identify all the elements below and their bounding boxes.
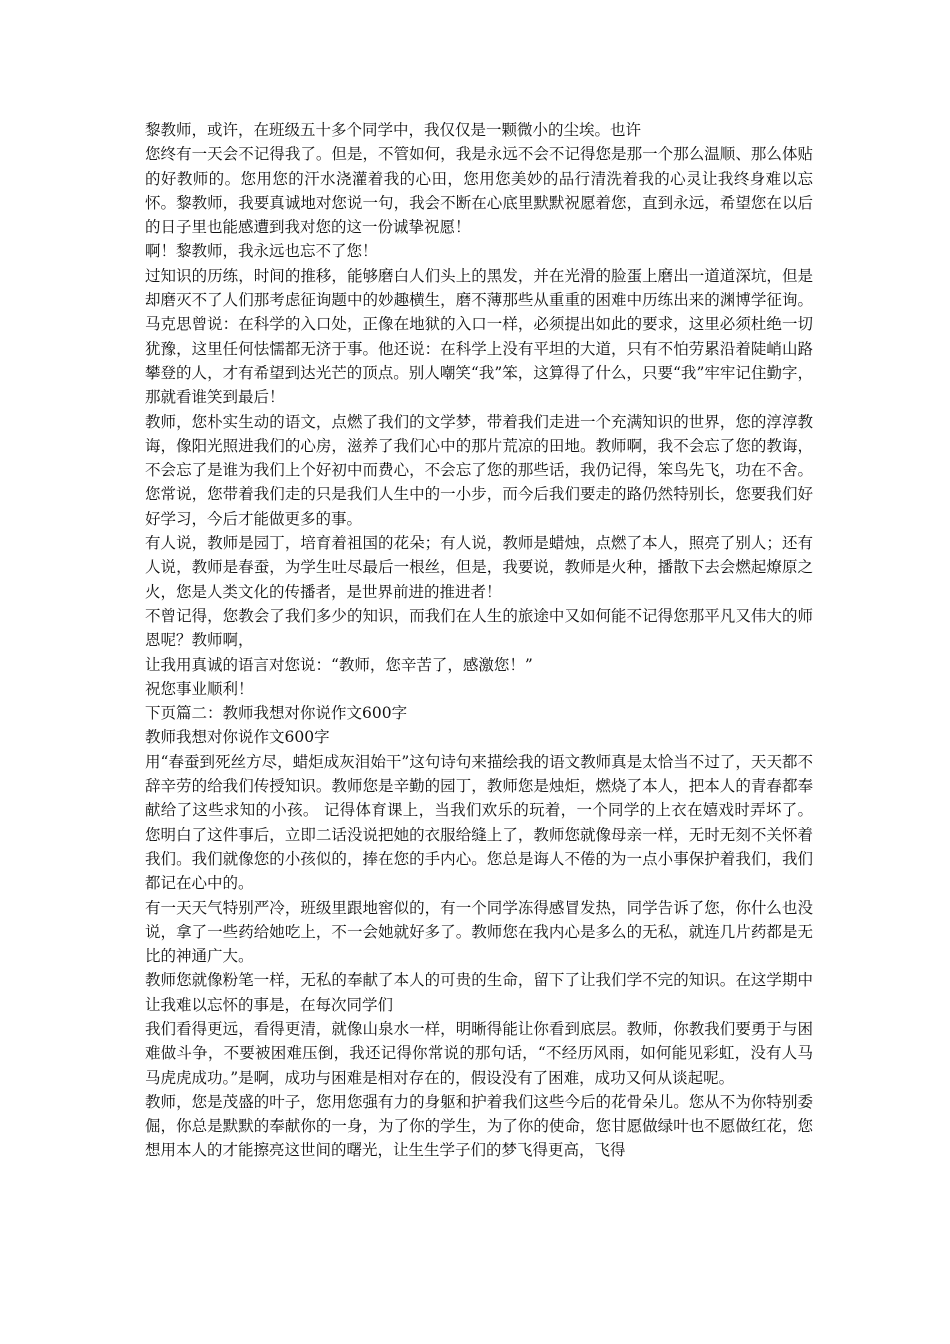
paragraph: 您终有一天会不记得我了。但是，不管如何，我是永远不会不记得您是那一个那么温顺、那么体贴的好教师的。您用您的汗水浇灌着我的心田，您用您美妙的品行清洗着我的心灵让我终身难以忘怀。黎教师，我要真诚地对您说一句，我会不断在心底里默默祝愿着您，直到永远，希望您在以后的日子里也能感遭到我对您的这一份诚挚祝愿！ — [145, 145, 813, 237]
paragraph: 让我用真诚的语言对您说：“教师，您辛苦了，感激您！” — [145, 655, 533, 674]
paragraph: 黎教师，或许，在班级五十多个同学中，我仅仅是一颗微小的尘埃。也许 — [145, 121, 642, 139]
paragraph: 过知识的历练，时间的推移，能够磨白人们头上的黑发，并在光滑的脸蛋上磨出一道道深坑，但是却磨灭不了人们那考虑征询题中的妙趣横生，磨不薄那些从重重的困难中历练出来的渊博学征询。马克思曾说：在科学的入口处，正像在地狱的入口一样，必须提出如此的要求，这里必须杜绝一切犹豫，这里任何怯懦都无济于事。他还说：在科学上没有平坦的大道，只有不怕劳累沿着陡峭山路攀登的人，才有希望到达光芒的顶点。别人嘲笑“我”笨，这算得了什么，只要“我”牢牢记住勤字，那就看谁笑到最后！ — [145, 266, 813, 407]
paragraph: 啊！黎教师，我永远也忘不了您！ — [145, 242, 378, 261]
paragraph: 有一天天气特别严冷，班级里跟地窖似的，有一个同学冻得感冒发热，同学告诉了您，你什么也没说，拿了一些药给她吃上，不一会她就好多了。教师您在我内心是多么的无私，就连几片药都是无比的神通广大。 — [145, 898, 813, 966]
paragraph: 教师，您是茂盛的叶子，您用您强有力的身躯和护着我们这些今后的花骨朵儿。您从不为你特别委倔，你总是默默的奉献你的一身，为了你的学生，为了你的使命，您甘愿做绿叶也不愿做红花，您想用本人的才能擦亮这世间的曙光，让生生学子们的梦飞得更高，飞得 — [145, 1092, 813, 1160]
paragraph: 教师，您朴实生动的语文，点燃了我们的文学梦，带着我们走进一个充满知识的世界，您的淳淳教诲，像阳光照进我们的心房，滋养了我们心中的那片荒凉的田地。教师啊，我不会忘了您的教诲，不会忘了是谁为我们上个好初中而费心，不会忘了您的那些话，我仍记得，笨鸟先飞，功在不舍。您常说，您带着我们走的只是我们人生中的一小步，而今后我们要走的路仍然特别长，您要我们好好学习，今后才能做更多的事。 — [145, 412, 813, 528]
paragraph: 不曾记得，您教会了我们多少的知识，而我们在人生的旅途中又如何能不记得您那平凡又伟大的师恩呢？教师啊， — [145, 606, 813, 650]
paragraph: 我们看得更远，看得更清，就像山泉水一样，明晰得能让你看到底层。教师，你教我们要勇于与困难做斗争，不要被困难压倒，我还记得你常说的那句话，“不经历风雨，如何能见彩虹，没有人马马虎虎成功。”是啊，成功与困难是相对存在的，假设没有了困难，成功又何从谈起呢。 — [145, 1019, 813, 1087]
paragraph: 有人说，教师是园丁，培育着祖国的花朵；有人说，教师是蜡烛，点燃了本人，照亮了别人；还有人说，教师是春蚕，为学生吐尽最后一根丝，但是，我要说，教师是火种，播散下去会燃起燎原之火，您是人类文化的传播者，是世界前进的推进者！ — [145, 534, 813, 601]
paragraph: 祝您事业顺利！ — [145, 679, 254, 698]
document-body — [145, 118, 813, 1163]
section-title: 教师我想对你说作文600字 — [145, 728, 330, 747]
paragraph: 用“春蚕到死丝方尽，蜡炬成灰泪始干”这句诗句来描绘我的语文教师真是太恰当不过了，天天都不辞辛劳的给我们传授知识。教师您是辛勤的园丁，教师您是烛炬，燃烧了本人，把本人的青春都奉献给了这些求知的小孩。 记得体育课上，当我们欢乐的玩着，一个同学的上衣在嬉戏时弄坏了。您明白了这件事后，立即二话没说把她的衣服给缝上了，教师您就像母亲一样，无时无刻不关怀着我们。我们就像您的小孩似的，捧在您的手内心。您总是诲人不倦的为一点小事保护着我们，我们都记在心中的。 — [145, 752, 813, 893]
section-heading: 下页篇二：教师我想对你说作文600字 — [145, 704, 408, 723]
paragraph: 教师您就像粉笔一样，无私的奉献了本人的可贵的生命，留下了让我们学不完的知识。在这学期中让我难以忘怀的事是，在每次同学们 — [145, 971, 813, 1014]
